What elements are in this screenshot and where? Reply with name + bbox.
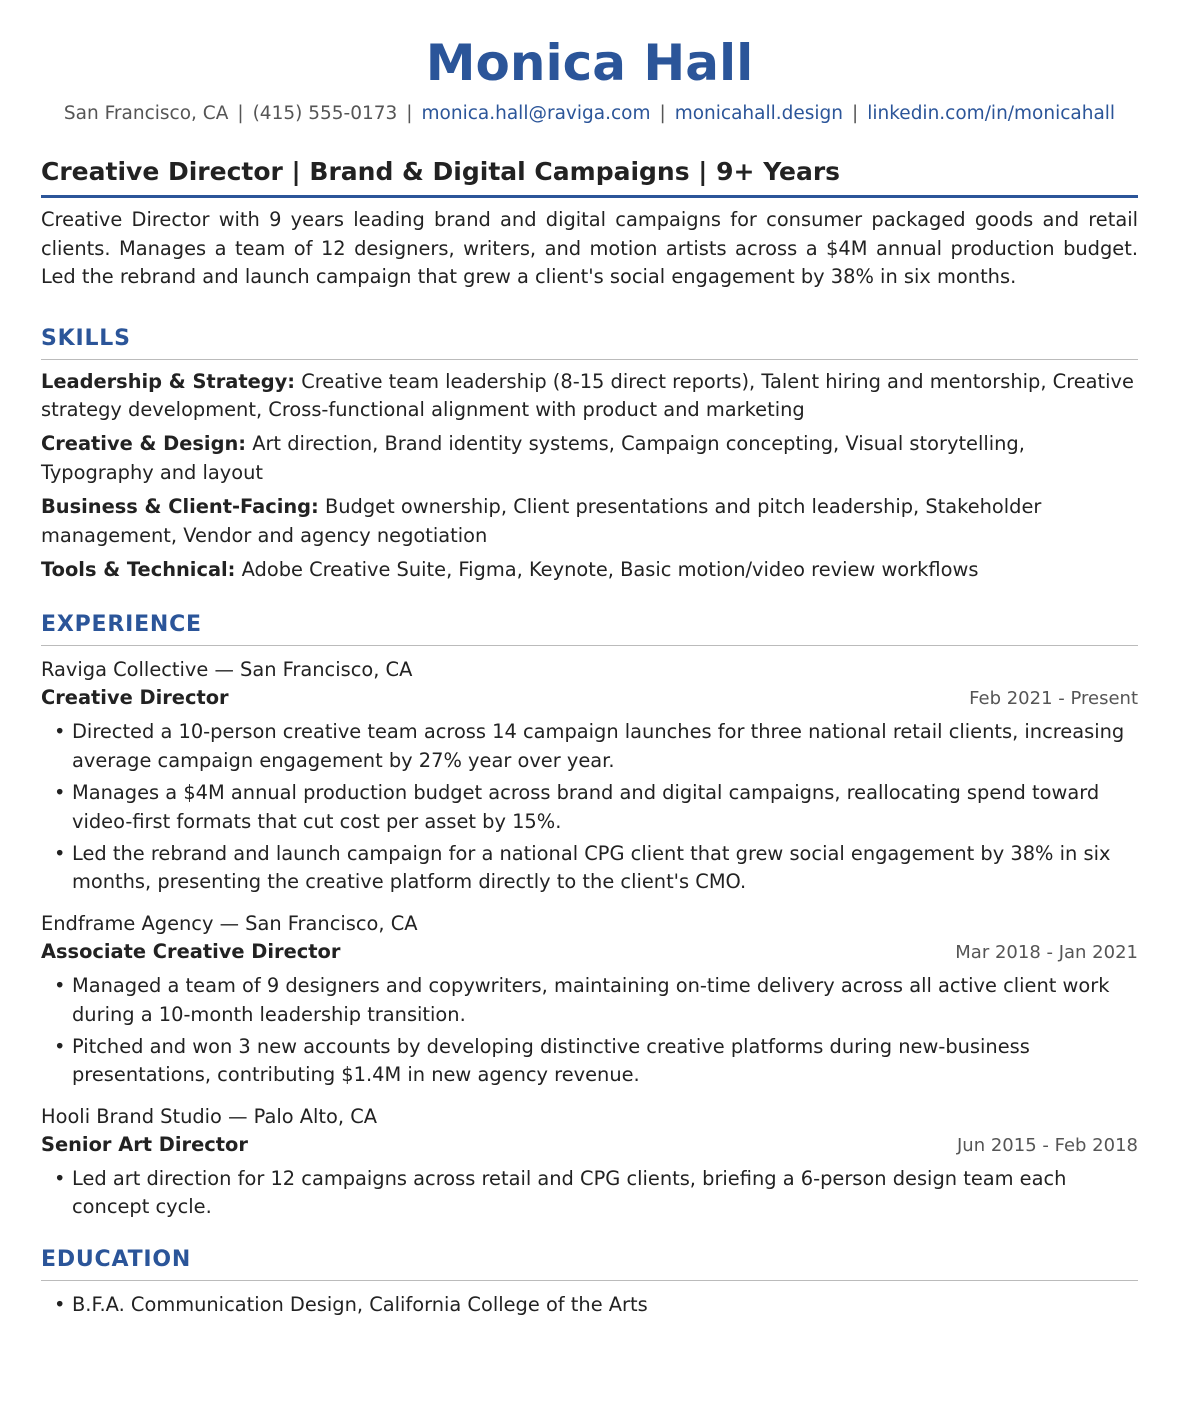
bullet-text: Led art direction for 12 campaigns across retail and CPG clients, briefing a 6-person design team each concept cycle. bbox=[72, 1166, 1067, 1219]
job-bullet bbox=[41, 972, 1138, 1029]
summary-paragraph: Creative Director with 9 years leading brand and digital campaigns for consumer packaged goods and retail clients. Manages a team of 12 designers, writers, and motion artists across a $4M annual production budget. Led the rebrand and launch campaign that grew a client's social engagement by 38% in six months. bbox=[41, 208, 1138, 289]
job-company: Raviga Collective — San Francisco, CA bbox=[41, 658, 413, 682]
bullet-text: Manages a $4M annual production budget across brand and digital campaigns, reallocating spend toward video-first formats that cut cost per asset by 15%. bbox=[72, 781, 1100, 833]
job-dates: Mar 2018 - Jan 2021 bbox=[955, 942, 1138, 963]
job-bullet bbox=[41, 840, 1138, 897]
job-bullets bbox=[41, 972, 1138, 1090]
education-item bbox=[41, 1291, 1138, 1320]
bullet-icon: • bbox=[54, 974, 66, 997]
skill-row bbox=[41, 430, 1138, 487]
linkedin-link[interactable]: linkedin.com/in/monicahall bbox=[867, 103, 1116, 124]
bullet-icon: • bbox=[54, 1166, 66, 1190]
job-role-line bbox=[41, 684, 1138, 713]
job-bullet bbox=[41, 1033, 1138, 1090]
contact-location: San Francisco, CA bbox=[63, 103, 229, 124]
skill-category-label: Business & Client-Facing: bbox=[41, 495, 319, 519]
job-role-line bbox=[41, 1131, 1138, 1160]
job-role: Associate Creative Director bbox=[41, 940, 341, 963]
job-company: Hooli Brand Studio — Palo Alto, CA bbox=[41, 1104, 378, 1128]
skill-row bbox=[41, 556, 1138, 585]
bullet-icon: • bbox=[54, 720, 66, 744]
skill-items: Adobe Creative Suite, Figma, Keynote, Basic motion/video review workflows bbox=[235, 557, 979, 581]
experience-section-title: EXPERIENCE bbox=[41, 611, 1138, 646]
job-company: Endframe Agency — San Francisco, CA bbox=[41, 912, 418, 935]
skill-items: Budget ownership, Client presentations and pitch leadership, Stakeholder management, Vendor and agency negotiation bbox=[41, 495, 1042, 547]
website-link[interactable]: monicahall.design bbox=[674, 103, 844, 124]
education-list bbox=[41, 1291, 1138, 1320]
bullet-text: Pitched and won 3 new accounts by developing distinctive creative platforms during new-business presentations, contributing $1.4M in new agency revenue. bbox=[72, 1034, 1030, 1087]
job-dates: Feb 2021 - Present bbox=[969, 688, 1138, 710]
bullet-text: Led the rebrand and launch campaign for a national CPG client that grew social engagement by 38% in six months, presenting the creative platform directly to the client's CMO. bbox=[72, 841, 1111, 894]
bullet-icon: • bbox=[54, 781, 66, 805]
job-entry bbox=[41, 910, 1138, 1090]
skill-row bbox=[41, 368, 1138, 425]
skills-list bbox=[41, 368, 1138, 585]
email-link[interactable]: monica.hall@raviga.com bbox=[421, 103, 651, 124]
job-role: Creative Director bbox=[41, 686, 229, 710]
bullet-icon: • bbox=[54, 1293, 66, 1317]
job-bullet bbox=[41, 779, 1138, 836]
contact-separator: | bbox=[659, 103, 666, 124]
job-entry bbox=[41, 656, 1138, 897]
skill-items: Creative team leadership (8-15 direct reports), Talent hiring and mentorship, Creative strategy development, Cross-functional alignment with product and marketing bbox=[41, 369, 1134, 422]
job-dates: Jun 2015 - Feb 2018 bbox=[957, 1134, 1138, 1156]
job-bullet bbox=[41, 718, 1138, 775]
contact-separator: | bbox=[237, 103, 244, 124]
skill-category-label: Tools & Technical: bbox=[41, 557, 236, 581]
education-section-title: EDUCATION bbox=[41, 1246, 1138, 1281]
job-entry bbox=[41, 1103, 1138, 1222]
contact-line bbox=[41, 100, 1138, 127]
education-bullets bbox=[41, 1291, 1138, 1320]
skill-category-label: Creative & Design: bbox=[41, 432, 247, 456]
contact-separator: | bbox=[852, 103, 859, 124]
bullet-text: Managed a team of 9 designers and copywriters, maintaining on-time delivery across all active client work during a 10-month leadership transition. bbox=[72, 974, 1110, 1026]
job-bullets bbox=[41, 1165, 1138, 1222]
bullet-text: Directed a 10-person creative team across 14 campaign launches for three national retail clients, increasing average campaign engagement by 27% year over year. bbox=[72, 720, 1125, 773]
contact-phone: (415) 555-0173 bbox=[252, 103, 398, 124]
resume-headline: Creative Director | Brand & Digital Campaigns | 9+ Years bbox=[41, 155, 1138, 198]
resume-name: Monica Hall bbox=[425, 34, 754, 92]
skill-items: Art direction, Brand identity systems, Campaign concepting, Visual storytelling, Typography and layout bbox=[41, 432, 1025, 485]
contact-separator: | bbox=[406, 103, 413, 124]
education-text: B.F.A. Communication Design, California College of the Arts bbox=[72, 1293, 648, 1317]
job-role: Senior Art Director bbox=[41, 1132, 248, 1156]
skill-category-label: Leadership & Strategy: bbox=[41, 369, 296, 393]
job-bullets bbox=[41, 718, 1138, 897]
bullet-icon: • bbox=[54, 1034, 66, 1058]
job-bullet bbox=[41, 1165, 1138, 1222]
skills-section-title: SKILLS bbox=[41, 325, 1138, 360]
bullet-icon: • bbox=[54, 841, 66, 865]
skill-row bbox=[41, 493, 1138, 550]
job-role-line bbox=[41, 938, 1138, 967]
